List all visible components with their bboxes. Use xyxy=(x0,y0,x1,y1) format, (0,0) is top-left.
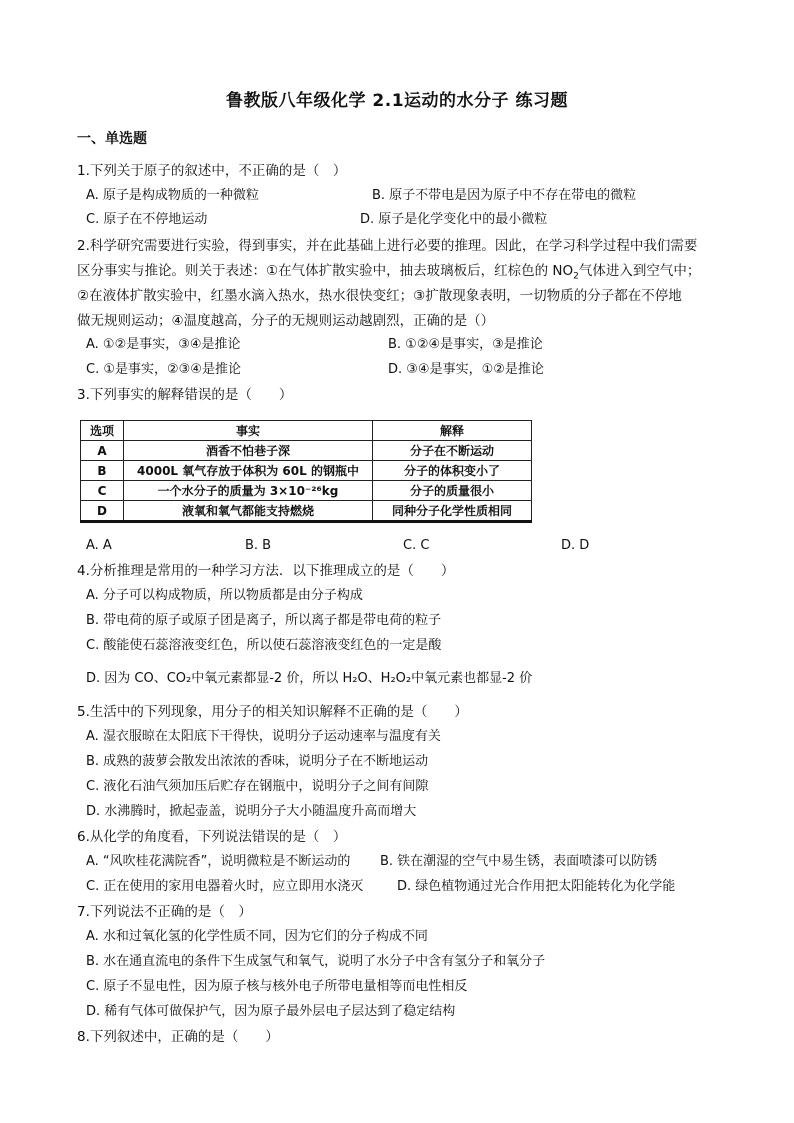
q3-table xyxy=(80,420,532,523)
question-2-line-3: ②在液体扩散实验中，红墨水滴入热水，热水很快变红；③扩散现象表明，一切物质的分子都在不停地 xyxy=(77,288,682,304)
q5-option-c[interactable]: C. 液化石油气须加压后贮存在钢瓶中，说明分子之间有间隙 xyxy=(86,779,429,794)
page-title: 鲁教版八年级化学 2.1运动的水分子 练习题 xyxy=(226,91,568,111)
q3-option-c[interactable]: C. C xyxy=(403,538,430,553)
question-4-stem: 4.分析推理是常用的一种学习方法．以下推理成立的是（ ） xyxy=(77,563,455,579)
section-heading: 一、单选题 xyxy=(77,131,147,147)
q5-option-a[interactable]: A. 湿衣服晾在太阳底下干得快，说明分子运动速率与温度有关 xyxy=(86,729,441,744)
q4-option-c[interactable]: C. 酸能使石蕊溶液变红色，所以使石蕊溶液变红色的一定是酸 xyxy=(86,638,442,653)
table-cell: 分子的质量很小 xyxy=(373,481,532,501)
table-header-cell: 事实 xyxy=(124,421,373,441)
q1-option-a[interactable]: A. 原子是构成物质的一种微粒 xyxy=(86,188,259,203)
table-cell: 同种分子化学性质相同 xyxy=(373,501,532,522)
table-cell: B xyxy=(81,461,124,481)
q2-option-b[interactable]: B. ①②④是事实，③是推论 xyxy=(388,337,543,352)
q2-option-d[interactable]: D. ③④是事实，①②是推论 xyxy=(388,362,544,377)
q6-option-b[interactable]: B. 铁在潮湿的空气中易生锈，表面喷漆可以防锈 xyxy=(380,854,658,869)
question-2-line-2: 区分事实与推论。则关于表述：①在气体扩散实验中，抽去玻璃板后，红棕色的 $NO_2$气体进入到空气中； xyxy=(77,263,701,282)
table-row xyxy=(81,441,532,461)
table-cell: 一个水分子的质量为 3×10⁻²⁶kg xyxy=(124,481,373,501)
q7-option-d[interactable]: D. 稀有气体可做保护气，因为原子最外层电子层达到了稳定结构 xyxy=(86,1004,456,1019)
table-cell: 分子在不断运动 xyxy=(373,441,532,461)
question-3-stem: 3.下列事实的解释错误的是（ ） xyxy=(77,387,293,403)
q3-option-a[interactable]: A. A xyxy=(86,538,112,553)
table-cell: 酒香不怕巷子深 xyxy=(124,441,373,461)
q4-option-d[interactable]: D. 因为 CO、CO₂中氧元素都显-2 价，所以 H₂O、H₂O₂中氧元素也都显-2 价 xyxy=(86,671,533,686)
q2-option-c[interactable]: C. ①是事实，②③④是推论 xyxy=(86,362,241,377)
table-header-cell: 选项 xyxy=(81,421,124,441)
question-7-stem: 7.下列说法不正确的是（ ） xyxy=(77,904,252,920)
q6-option-a[interactable]: A. “风吹桂花满院香”，说明微粒是不断运动的 xyxy=(86,854,351,869)
q6-option-c[interactable]: C. 正在使用的家用电器着火时，应立即用水浇灭 xyxy=(86,879,364,894)
question-2-line-4: 做无规则运动；④温度越高，分子的无规则运动越剧烈，正确的是（） xyxy=(77,313,495,329)
table-cell: A xyxy=(81,441,124,461)
question-5-stem: 5.生活中的下列现象，用分子的相关知识解释不正确的是（ ） xyxy=(77,704,468,720)
question-2-line-1: 2.科学研究需要进行实验，得到事实，并在此基础上进行必要的推理。因此，在学习科学过程中我们需要 xyxy=(77,238,698,254)
table-header-cell: 解释 xyxy=(373,421,532,441)
q7-option-a[interactable]: A. 水和过氧化氢的化学性质不同，因为它们的分子构成不同 xyxy=(86,929,428,944)
table-cell: C xyxy=(81,481,124,501)
table-row xyxy=(81,481,532,501)
q3-option-b[interactable]: B. B xyxy=(245,538,272,553)
q7-option-b[interactable]: B. 水在通直流电的条件下生成氢气和氧气，说明了水分子中含有氢分子和氧分子 xyxy=(86,954,546,969)
table-row xyxy=(81,461,532,481)
q1-option-d[interactable]: D. 原子是化学变化中的最小微粒 xyxy=(360,212,548,227)
table-row xyxy=(81,501,532,522)
q3-option-d[interactable]: D. D xyxy=(561,538,590,553)
table-header-row xyxy=(81,421,532,441)
table-cell: 液氧和氧气都能支持燃烧 xyxy=(124,501,373,522)
q5-option-d[interactable]: D. 水沸腾时，掀起壶盖，说明分子大小随温度升高而增大 xyxy=(86,804,417,819)
table-cell: 分子的体积变小了 xyxy=(373,461,532,481)
q4-option-a[interactable]: A. 分子可以构成物质，所以物质都是由分子构成 xyxy=(86,588,363,603)
question-8-stem: 8.下列叙述中，正确的是（ ） xyxy=(77,1029,279,1045)
q2-option-a[interactable]: A. ①②是事实，③④是推论 xyxy=(86,337,241,352)
q7-option-c[interactable]: C. 原子不显电性，因为原子核与核外电子所带电量相等而电性相反 xyxy=(86,979,468,994)
q6-option-d[interactable]: D. 绿色植物通过光合作用把太阳能转化为化学能 xyxy=(397,879,676,894)
question-1-stem: 1.下列关于原子的叙述中，不正确的是（ ） xyxy=(77,163,347,179)
question-6-stem: 6.从化学的角度看，下列说法错误的是（ ） xyxy=(77,829,347,845)
q1-option-b[interactable]: B. 原子不带电是因为原子中不存在带电的微粒 xyxy=(372,188,637,203)
table-cell: 4000L 氧气存放于体积为 60L 的钢瓶中 xyxy=(124,461,373,481)
q5-option-b[interactable]: B. 成熟的菠萝会散发出浓浓的香味，说明分子在不断地运动 xyxy=(86,754,429,769)
q4-option-b[interactable]: B. 带电荷的原子或原子团是离子，所以离子都是带电荷的粒子 xyxy=(86,613,442,628)
table-cell: D xyxy=(81,501,124,522)
q1-option-c[interactable]: C. 原子在不停地运动 xyxy=(86,212,208,227)
